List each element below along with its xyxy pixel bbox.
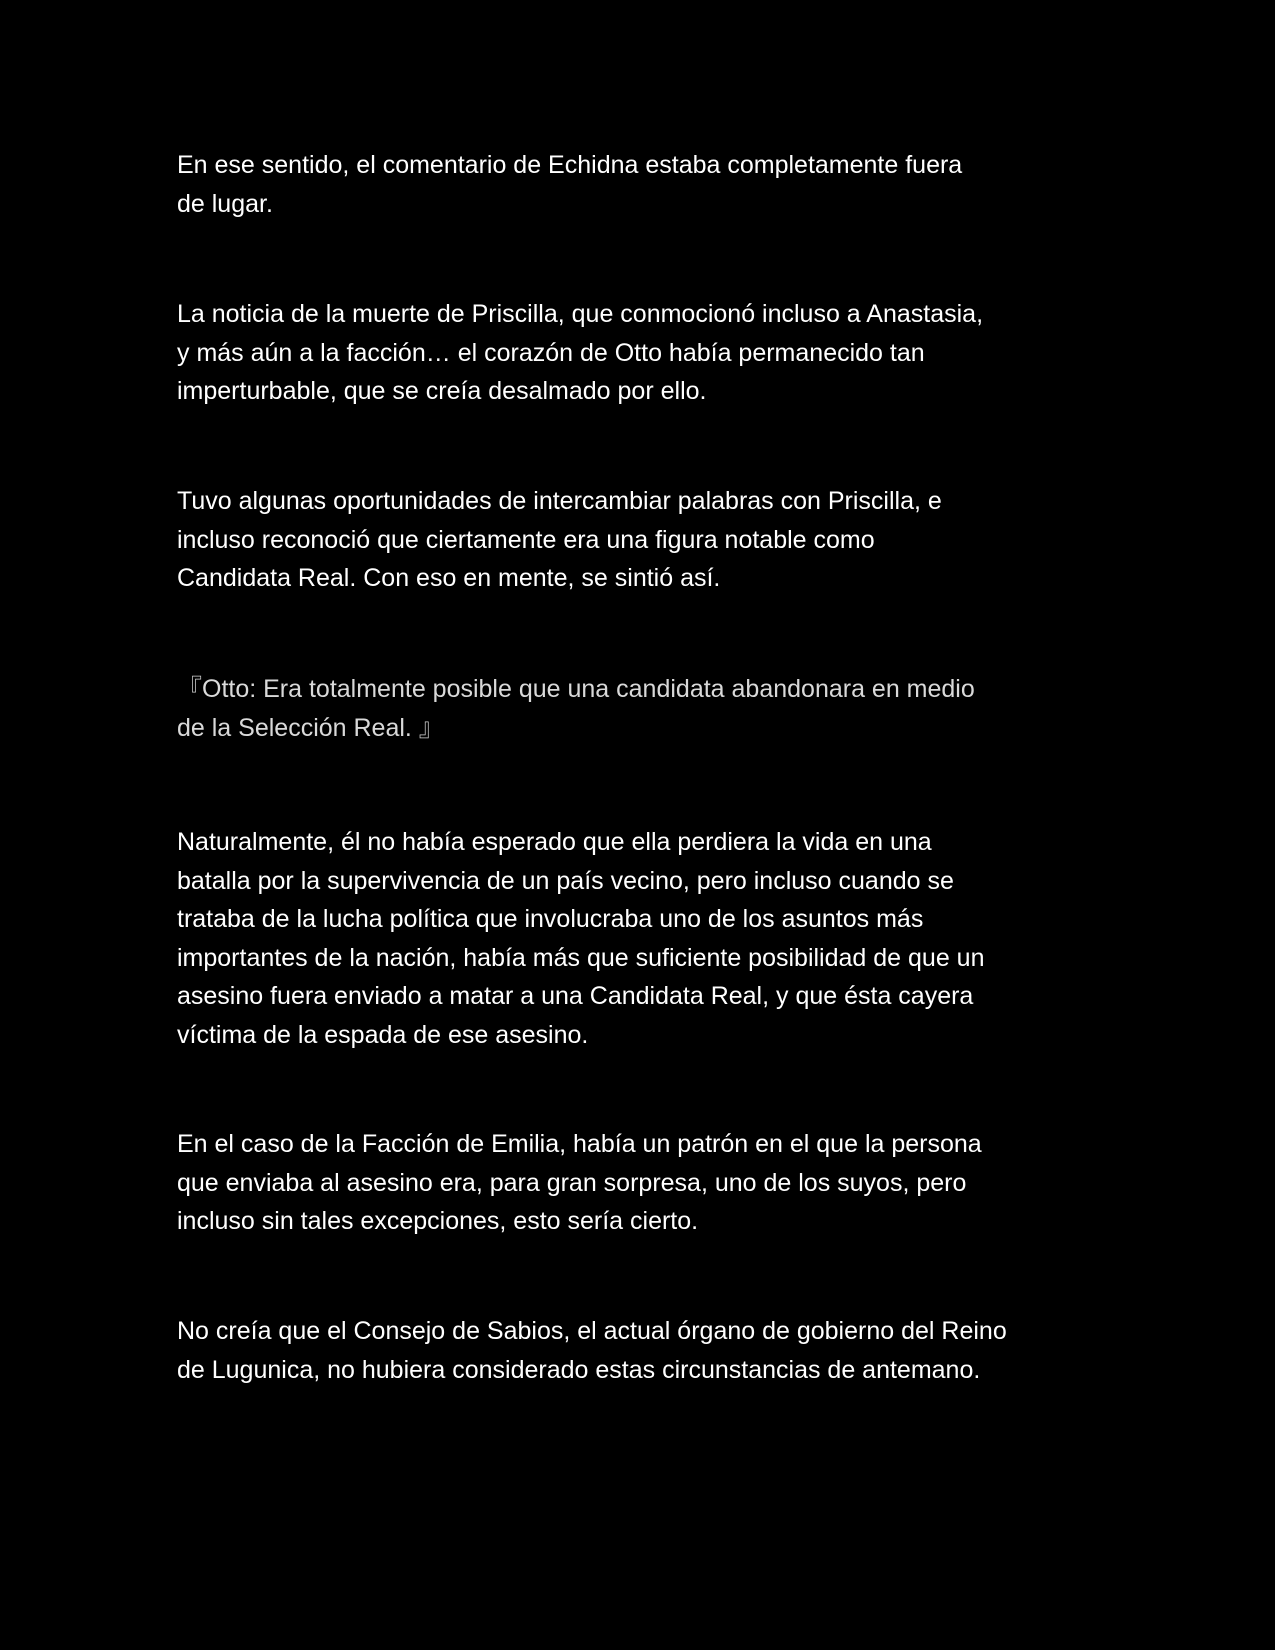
paragraph-line: incluso reconoció que ciertamente era una figura notable como	[177, 525, 875, 554]
paragraph-2	[177, 295, 1107, 411]
paragraph-line: La noticia de la muerte de Priscilla, que conmocionó incluso a Anastasia,	[177, 300, 984, 328]
paragraph-line: batalla por la supervivencia de un país vecino, pero incluso cuando se	[177, 866, 954, 895]
paragraph-line: incluso sin tales excepciones, esto sería cierto.	[177, 1207, 699, 1235]
paragraph-line: y más aún a la facción… el corazón de Otto había permanecido tan	[177, 338, 925, 367]
paragraph-line: En el caso de la Facción de Emilia, había un patrón en el que la persona	[177, 1130, 982, 1158]
paragraph-1	[177, 146, 1107, 223]
paragraph-line: Candidata Real. Con eso en mente, se sintió así.	[177, 564, 721, 592]
paragraph-line: No creía que el Consejo de Sabios, el actual órgano de gobierno del Reino	[177, 1317, 1007, 1345]
dialogue-line: 『Otto: Era totalmente posible que una candidata abandonara en medio	[177, 675, 975, 703]
paragraph-7	[177, 1312, 1107, 1389]
paragraph-3	[177, 482, 1107, 598]
paragraph-5	[177, 823, 1107, 1054]
paragraph-line: trataba de la lucha política que involucraba uno de los asuntos más	[177, 905, 924, 933]
paragraph-line: que enviaba al asesino era, para gran sorpresa, uno de los suyos, pero	[177, 1168, 967, 1197]
paragraph-line: víctima de la espada de ese asesino.	[177, 1020, 589, 1049]
paragraph-line: de lugar.	[177, 189, 273, 218]
paragraph-line: importantes de la nación, había más que suficiente posibilidad de que un	[177, 943, 985, 972]
dialogue-line: de la Selección Real. 』	[177, 713, 444, 742]
paragraph-line: de Lugunica, no hubiera considerado estas circunstancias de antemano.	[177, 1355, 981, 1384]
paragraph-line: imperturbable, que se creía desalmado por ello.	[177, 377, 707, 405]
paragraph-line: Naturalmente, él no había esperado que ella perdiera la vida en una	[177, 828, 932, 856]
paragraph-line: Tuvo algunas oportunidades de intercambiar palabras con Priscilla, e	[177, 487, 942, 515]
paragraph-line: En ese sentido, el comentario de Echidna estaba completamente fuera	[177, 151, 963, 179]
paragraph-6	[177, 1125, 1107, 1241]
dialogue-paragraph	[177, 670, 1107, 747]
paragraph-line: asesino fuera enviado a matar a una Candidata Real, y que ésta cayera	[177, 982, 974, 1010]
